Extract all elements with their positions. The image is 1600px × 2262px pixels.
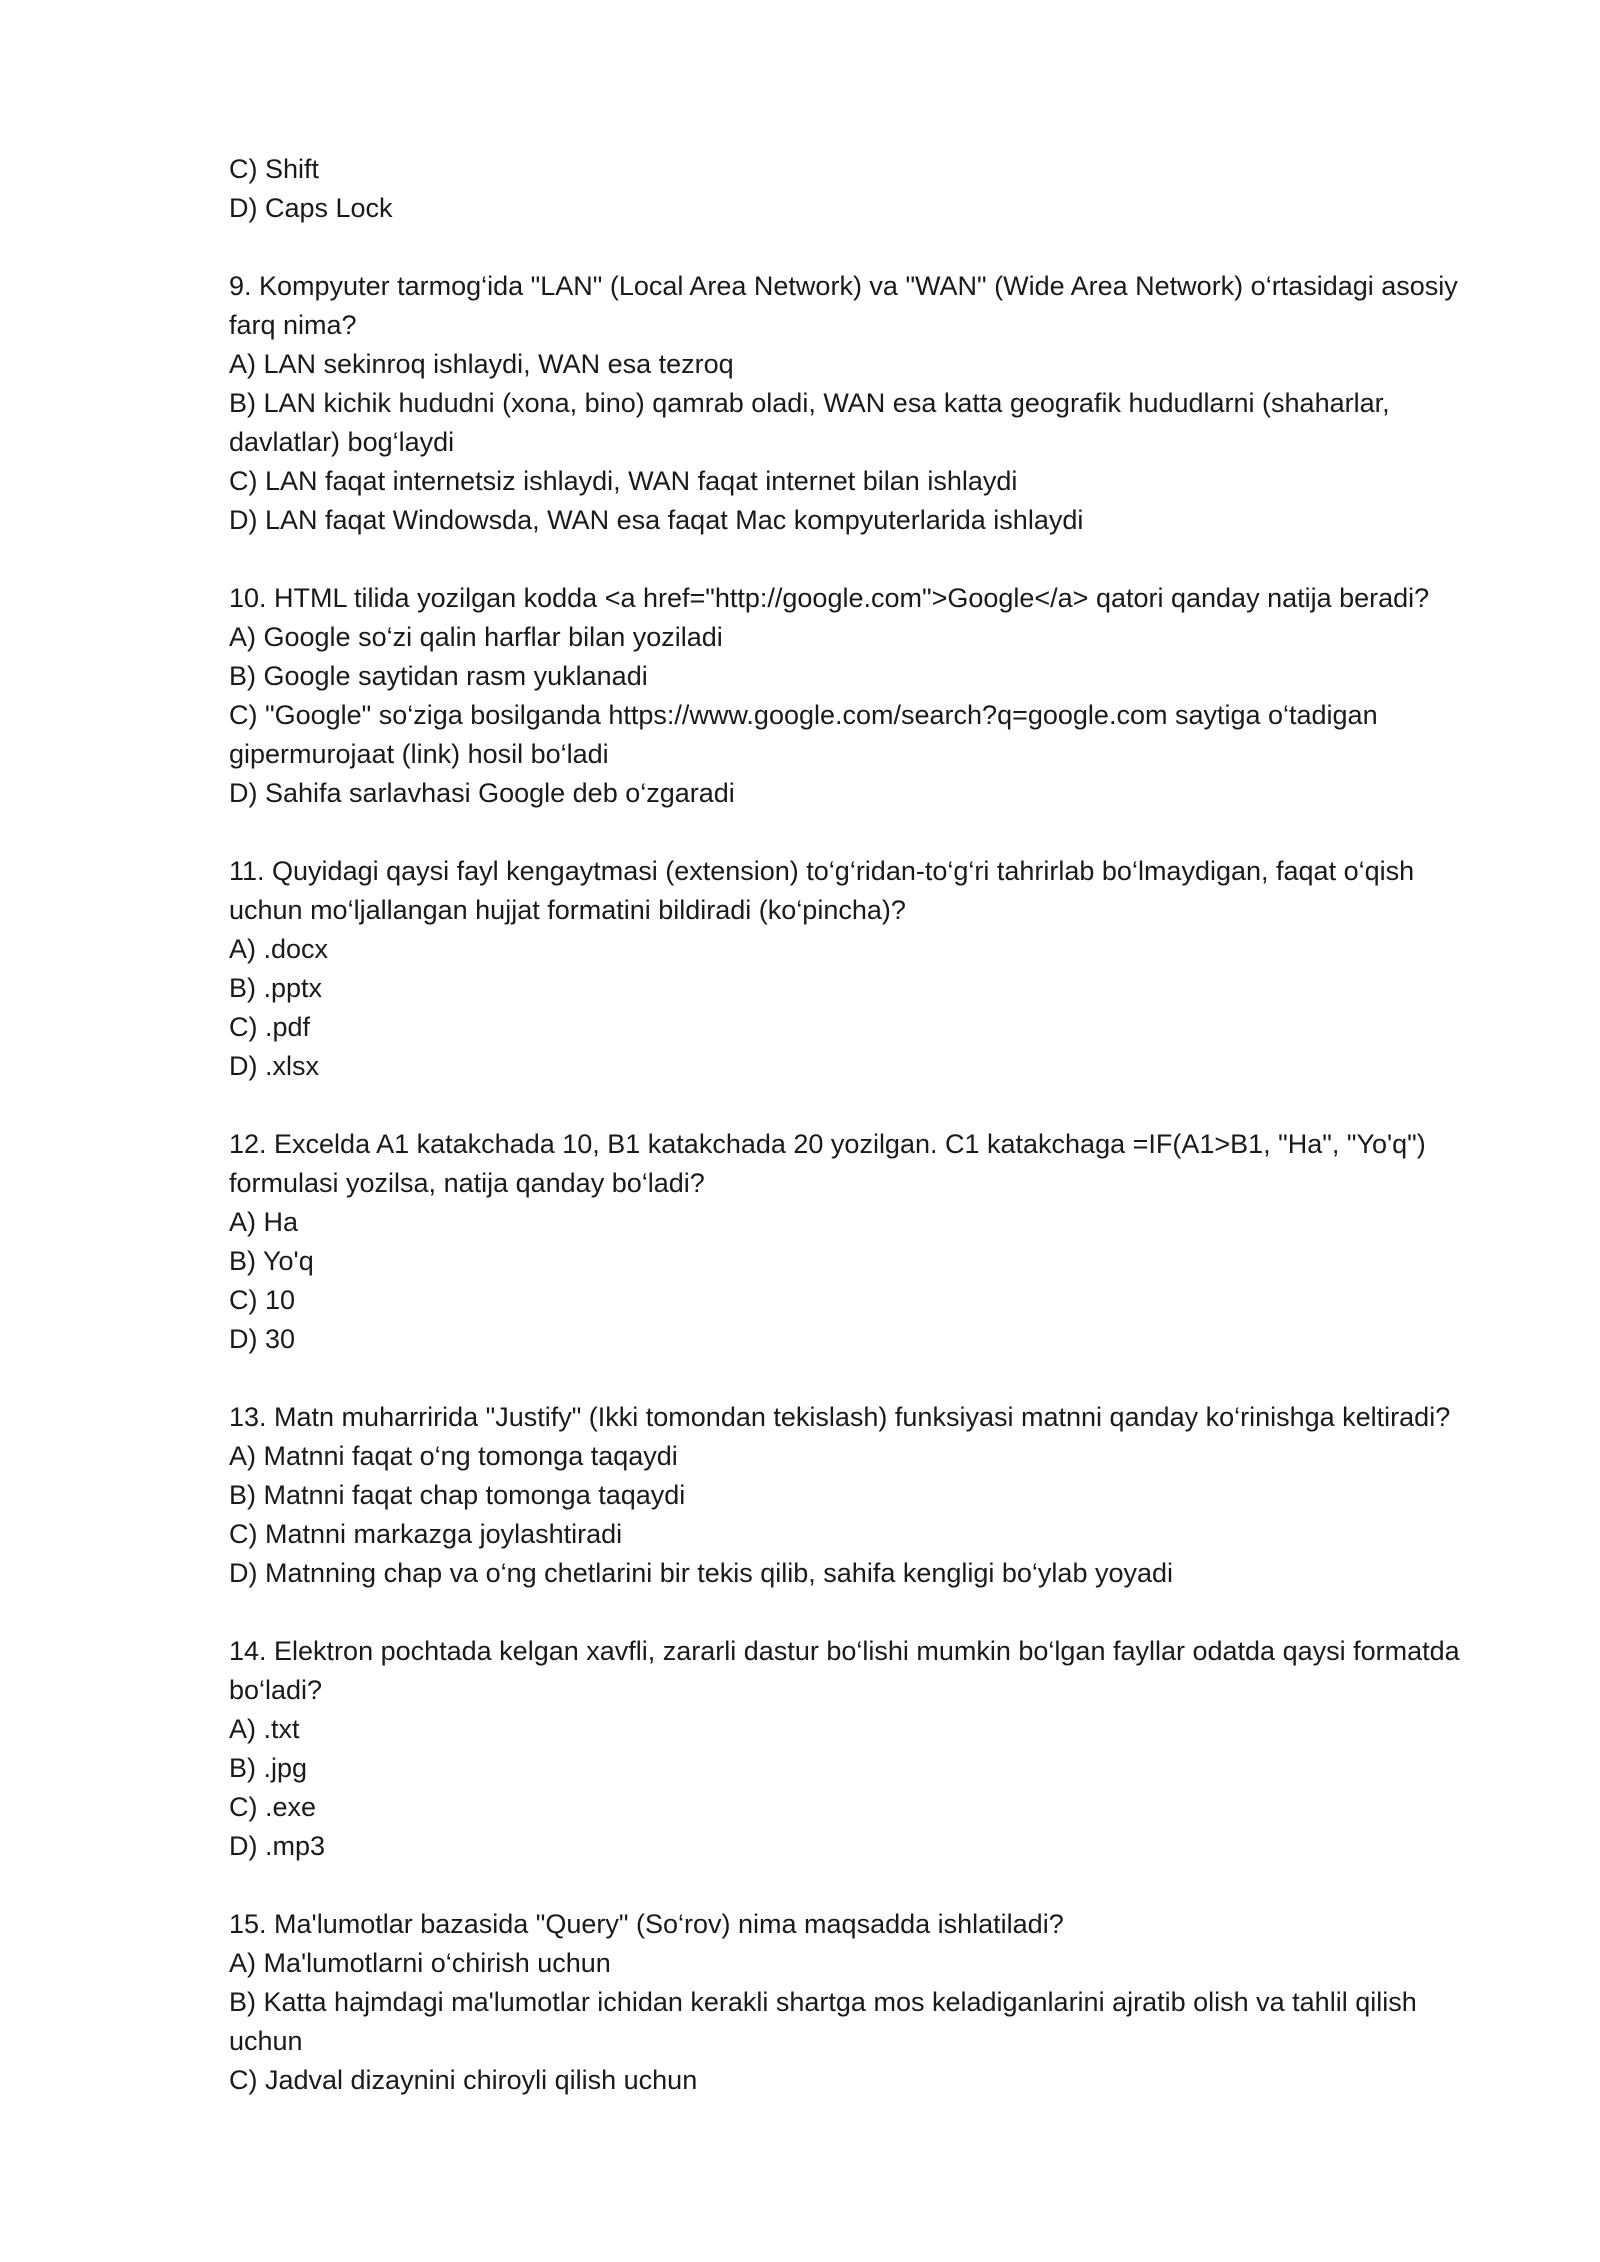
option-b: B) .jpg bbox=[229, 1753, 308, 1783]
option-a: A) .docx bbox=[229, 934, 329, 964]
question-10 bbox=[229, 579, 1489, 813]
question-9 bbox=[229, 267, 1489, 540]
question-13 bbox=[229, 1398, 1489, 1593]
question-text: 14. Elektron pochtada kelgan xavfli, zararli dastur bo‘lishi mumkin bo‘lgan fayllar odatda qaysi formatda bo‘ladi? bbox=[229, 1636, 1460, 1705]
document-page bbox=[229, 150, 1489, 2139]
option-d: D) LAN faqat Windowsda, WAN esa faqat Mac kompyuterlarida ishlaydi bbox=[229, 505, 1084, 535]
option-d: D) 30 bbox=[229, 1324, 296, 1354]
option-d: D) Sahifa sarlavhasi Google deb o‘zgaradi bbox=[229, 778, 735, 808]
option-d: D) .mp3 bbox=[229, 1831, 326, 1861]
question-text: 12. Excelda A1 katakchada 10, B1 katakchada 20 yozilgan. C1 katakchaga =IF(A1>B1, "Ha", "Yo'q") formulasi yozilsa, natija qanday bo‘ladi? bbox=[229, 1129, 1426, 1198]
option-c: C) Matnni markazga joylashtiradi bbox=[229, 1519, 623, 1549]
option-c: C) Jadval dizaynini chiroyli qilish uchun bbox=[229, 2065, 698, 2095]
option-b: B) Yo'q bbox=[229, 1246, 314, 1276]
option-a: A) .txt bbox=[229, 1714, 300, 1744]
option-b: B) Katta hajmdagi ma'lumotlar ichidan kerakli shartga mos keladiganlarini ajratib olish va tahlil qilish uchun bbox=[229, 1987, 1417, 2056]
option-b: B) LAN kichik hududni (xona, bino) qamrab oladi, WAN esa katta geografik hududlarni (shaharlar, davlatlar) bog‘laydi bbox=[229, 388, 1390, 457]
option-d: D) Matnning chap va o‘ng chetlarini bir tekis qilib, sahifa kengligi bo‘ylab yoyadi bbox=[229, 1558, 1174, 1588]
question-12 bbox=[229, 1125, 1489, 1359]
option-c: C) .pdf bbox=[229, 1012, 311, 1042]
option-b: B) .pptx bbox=[229, 973, 323, 1003]
option-a: A) Google so‘zi qalin harflar bilan yoziladi bbox=[229, 622, 723, 652]
option-c: C) LAN faqat internetsiz ishlaydi, WAN faqat internet bilan ishlaydi bbox=[229, 466, 1018, 496]
question-text: 11. Quyidagi qaysi fayl kengaytmasi (extension) to‘g‘ridan-to‘g‘ri tahrirlab bo‘lmaydigan, faqat o‘qish uchun mo‘ljallangan hujjat formatini bildiradi (ko‘pincha)? bbox=[229, 856, 1415, 925]
option-b: B) Google saytidan rasm yuklanadi bbox=[229, 661, 648, 691]
option-c: C) .exe bbox=[229, 1792, 317, 1822]
question-14 bbox=[229, 1632, 1489, 1866]
option-d: D) Caps Lock bbox=[229, 193, 393, 223]
question-11 bbox=[229, 852, 1489, 1086]
question-15 bbox=[229, 1905, 1489, 2100]
option-b: B) Matnni faqat chap tomonga taqaydi bbox=[229, 1480, 686, 1510]
option-c: C) Shift bbox=[229, 154, 320, 184]
option-a: A) Ma'lumotlarni o‘chirish uchun bbox=[229, 1948, 611, 1978]
question-text: 15. Ma'lumotlar bazasida "Query" (So‘rov) nima maqsadda ishlatiladi? bbox=[229, 1909, 1064, 1939]
option-a: A) Ha bbox=[229, 1207, 299, 1237]
question-text: 13. Matn muharririda "Justify" (Ikki tomondan tekislash) funksiyasi matnni qanday ko‘rinishga keltiradi? bbox=[229, 1402, 1451, 1432]
carryover-options bbox=[229, 150, 1489, 228]
option-c: C) 10 bbox=[229, 1285, 296, 1315]
question-text: 9. Kompyuter tarmog‘ida "LAN" (Local Area Network) va "WAN" (Wide Area Network) o‘rtasidagi asosiy farq nima? bbox=[229, 271, 1458, 340]
question-text: 10. HTML tilida yozilgan kodda <a href="http://google.com">Google</a> qatori qanday natija beradi? bbox=[229, 583, 1430, 613]
option-a: A) LAN sekinroq ishlaydi, WAN esa tezroq bbox=[229, 349, 734, 379]
option-a: A) Matnni faqat o‘ng tomonga taqaydi bbox=[229, 1441, 678, 1471]
option-c: C) "Google" so‘ziga bosilganda https://www.google.com/search?q=google.com saytiga o‘tadigan gipermurojaat (link) hosil bo‘ladi bbox=[229, 700, 1378, 769]
option-d: D) .xlsx bbox=[229, 1051, 319, 1081]
